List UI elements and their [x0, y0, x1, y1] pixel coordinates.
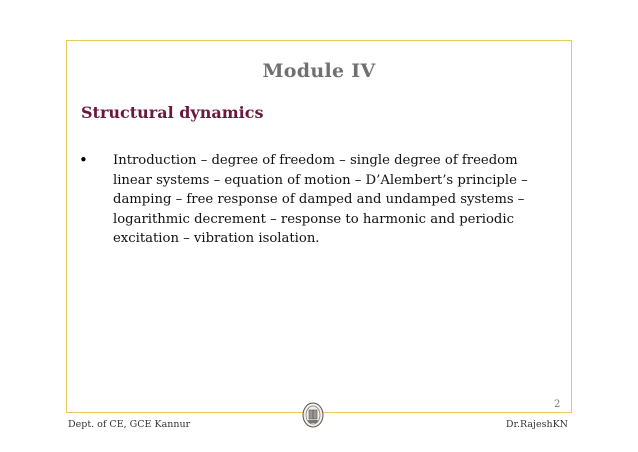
footer-department: Dept. of CE, GCE Kannur — [68, 419, 191, 430]
college-seal-icon — [302, 402, 324, 428]
bullet-line: excitation – vibration isolation. — [113, 231, 320, 246]
bullet-line: logarithmic decrement – response to harmonic and periodic — [113, 211, 514, 227]
bullet-text — [113, 151, 553, 249]
bullet-line: damping – free response of damped and undamped systems – — [113, 192, 525, 207]
page-number: 2 — [554, 399, 561, 410]
footer-author: Dr.RajeshKN — [505, 419, 568, 430]
slide-subtitle: Structural dynamics — [81, 103, 264, 122]
bullet-line: linear systems – equation of motion – D’Alembert’s principle – — [113, 172, 528, 188]
bullet-line: Introduction – degree of freedom – single degree of freedom — [113, 153, 518, 168]
slide-title: Module IV — [262, 60, 376, 82]
bullet-marker: • — [79, 151, 88, 169]
